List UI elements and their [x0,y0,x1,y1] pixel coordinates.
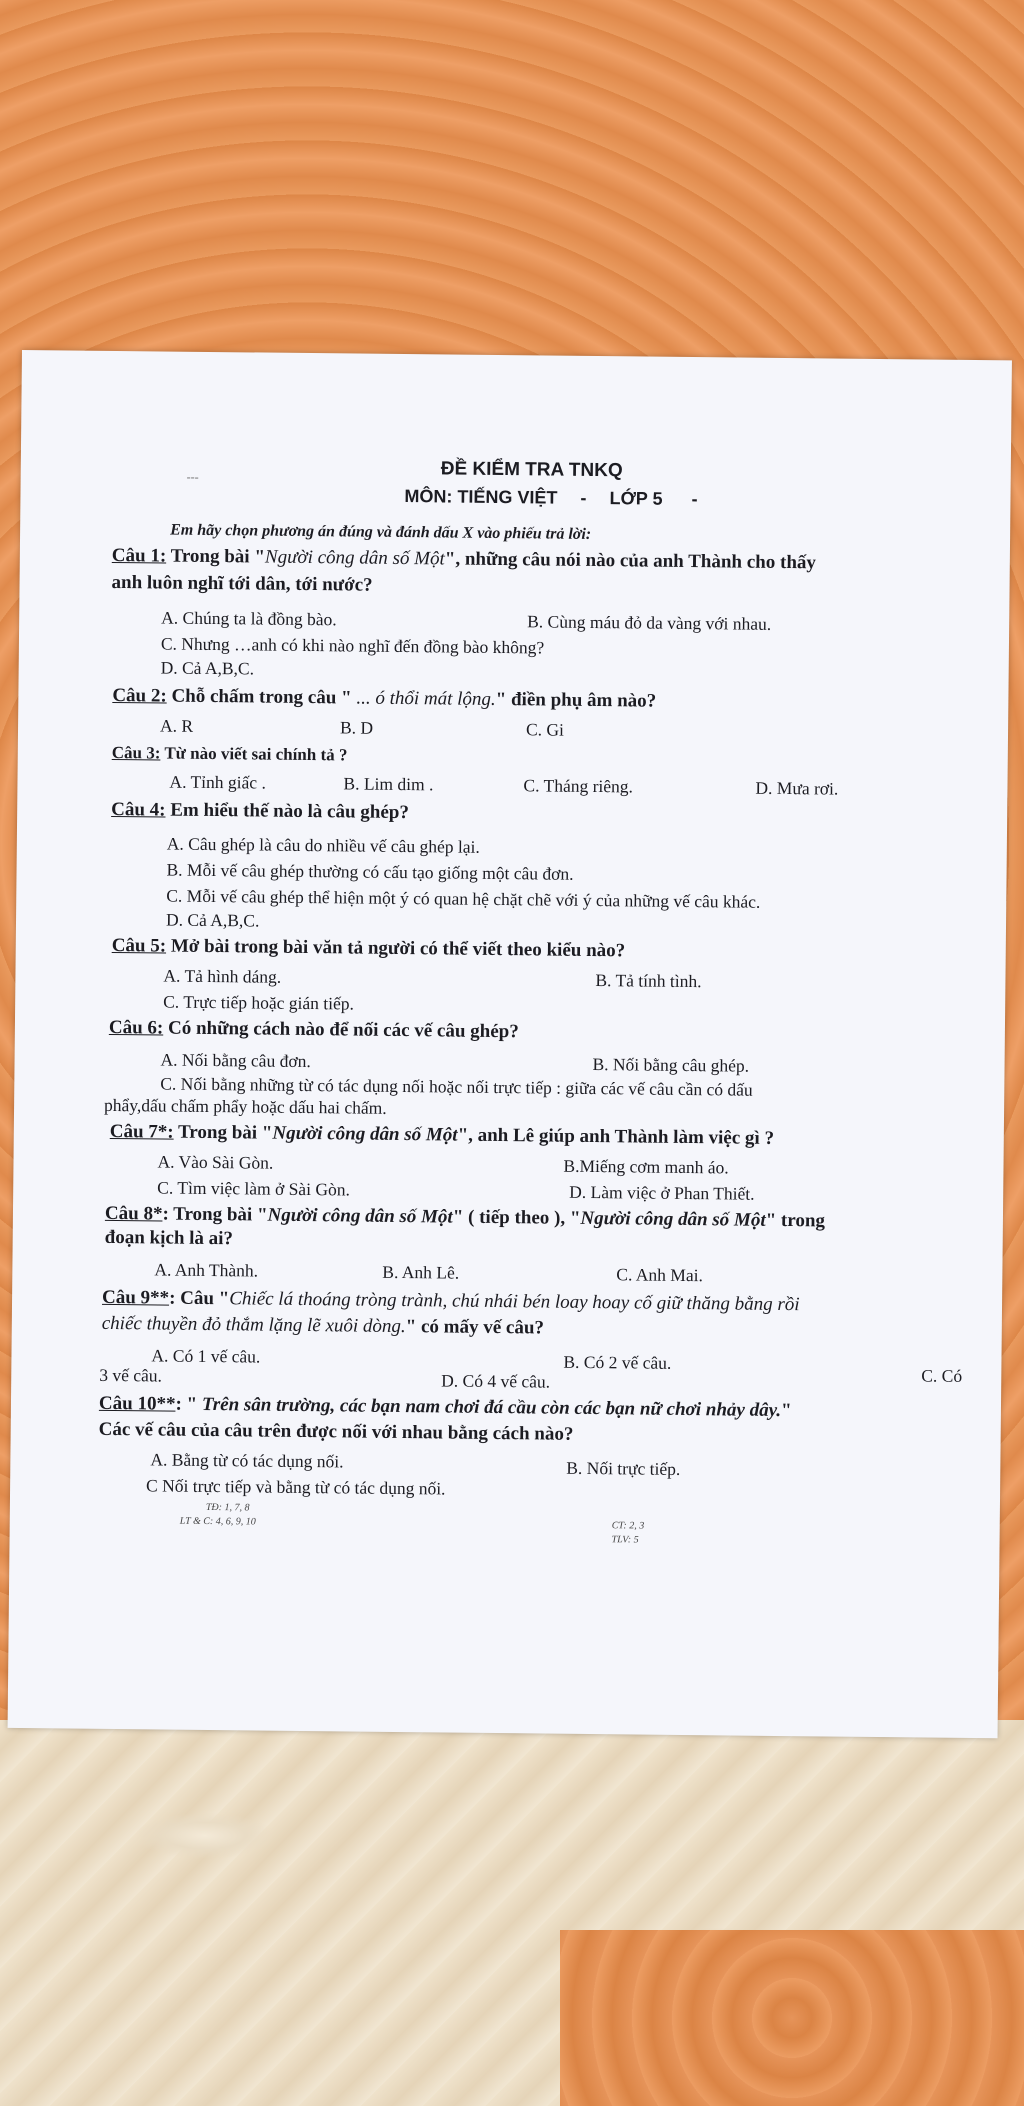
option: B. Lim dim . [343,773,434,795]
question-number: Câu 7*: [109,1120,174,1143]
question-title: Người công dân số Một [272,1122,458,1146]
question-quote: Chiếc lá thoáng tròng trành, chú nhái bén loay hoay cố giữ thăng bằng rồi [229,1288,800,1316]
option: B. Cùng máu đỏ da vàng với nhau. [527,611,772,634]
option: D. Cả A,B,C. [160,657,255,679]
question-4 [111,799,409,824]
question-text: Mở bài trong bài văn tả người có thể viết theo kiểu nào? [166,935,626,962]
question-quote: ... ó thổi mát lộng. [356,687,496,710]
question-1 [112,545,816,574]
question-5 [112,935,626,962]
question-number: Câu 8* [104,1202,163,1225]
question-text: Từ nào viết sai chính tả ? [160,743,348,765]
left-mark: --- [186,469,199,484]
option: B.Miếng cơm manh áo. [563,1155,729,1178]
question-text: : Câu " [169,1287,230,1310]
exam-paper [8,350,1012,1738]
question-9-line-2 [102,1313,544,1340]
question-text: Trong bài " [166,545,266,568]
option-continued: 3 vế câu. [99,1364,163,1386]
question-text: Em hiểu thế nào là câu ghép? [165,799,410,824]
option: D. Có 4 vế câu. [441,1370,551,1392]
question-text: " [780,1400,792,1422]
question-7 [110,1121,774,1150]
option: C. Gi [525,719,565,740]
exam-title: ĐỀ KIỂM TRA TNKQ [440,458,623,482]
subject: MÔN: TIẾNG VIỆT [404,486,558,508]
question-number: Câu 5: [111,934,167,957]
question-number: Câu 1: [111,544,167,567]
question-number: Câu 3: [111,742,161,763]
question-number: Câu 6: [108,1016,164,1039]
question-title: Người công dân số Một [580,1207,766,1231]
option: A. Tỉnh giấc . [169,771,266,793]
instruction: Em hãy chọn phương án đúng và đánh dấu X vào phiếu trả lời: [170,521,592,543]
option: D. Làm việc ở Phan Thiết. [569,1181,755,1204]
question-title: Người công dân số Một [264,546,445,570]
exam-subject-line [404,486,697,510]
grade: LỚP 5 [609,488,663,509]
question-text: " ( tiếp theo ), " [452,1206,581,1229]
option: A. Tả hình dáng. [163,965,282,987]
question-title: Người công dân số Một [267,1204,453,1228]
question-8-line-2: đoạn kịch là ai? [104,1226,234,1250]
question-10-line-2: Các vế câu của câu trên được nối với nhau bằng cách nào? [98,1418,574,1445]
option: C. Trực tiếp hoặc gián tiếp. [163,991,355,1014]
footnote-tlv: TLV: 5 [611,1534,639,1546]
option: C. Tìm việc làm ở Sài Gòn. [157,1177,351,1200]
question-text: : " [175,1393,203,1415]
question-quote: chiếc thuyền đỏ thắm lặng lẽ xuôi dòng. [101,1312,406,1338]
question-text: ", những câu nói nào của anh Thành cho thấy [444,548,817,574]
option: D. Cả A,B,C. [165,909,260,931]
option: B. D [339,717,374,738]
option-continued: phẩy,dấu chấm phẩy hoặc dấu hai chấm. [103,1094,387,1118]
option: B. Có 2 vế câu. [563,1351,672,1373]
option: C. Tháng riêng. [523,775,634,797]
option: C. Anh Mai. [616,1264,704,1286]
option: B. Nối trực tiếp. [566,1457,681,1479]
question-quote: Trên sân trường, các bạn nam chơi đá cầu còn các bạn nữ chơi nhảy dây. [201,1393,782,1422]
question-text: " trong [765,1209,826,1232]
question-6 [109,1017,519,1043]
option: A. Vào Sài Gòn. [157,1151,274,1173]
question-text: Trong bài " [173,1121,273,1144]
option: B. Nối bằng câu ghép. [592,1054,750,1076]
option: B. Anh Lê. [382,1261,460,1283]
question-3 [112,743,348,765]
question-number: Câu 4: [111,798,166,821]
option: A. Có 1 vế câu. [151,1345,261,1367]
question-number: Câu 2: [112,684,167,707]
footnote-lt: LT & C: 4, 6, 9, 10 [179,1515,256,1528]
option: C. Nhưng …anh có khi nào nghĩ đến đồng bào không? [160,633,545,658]
question-text: " có mấy vế câu? [405,1316,545,1339]
separator: - [580,487,587,508]
exam-content [8,350,1012,1738]
question-text: ", anh Lê giúp anh Thành làm việc gì ? [457,1124,775,1149]
option: C. Có [921,1365,963,1386]
option: A. Bằng từ có tác dụng nối. [150,1449,344,1472]
question-text: Chỗ chấm trong câu " [166,685,357,709]
option: C. Nối bằng những từ có tác dụng nối hoặc nối trực tiếp : giữa các vế câu cần có dấu [160,1073,753,1100]
option: C Nối trực tiếp và bằng từ có tác dụng nối. [146,1475,446,1499]
option: A. Anh Thành. [154,1259,259,1281]
question-text: " điền phụ âm nào? [495,688,657,712]
option: B. Mỗi vế câu ghép thường có cấu tạo giống một câu đơn. [166,859,574,884]
question-number: Câu 10** [98,1392,176,1415]
option: A. Nối bằng câu đơn. [160,1049,311,1072]
question-9 [102,1287,800,1316]
question-text: Có những cách nào để nối các vế câu ghép? [163,1017,519,1043]
option: A. R [159,715,194,736]
option: A. Câu ghép là câu do nhiều vế câu ghép lại. [166,833,480,857]
trailing-dot: - [691,489,698,510]
question-10 [99,1393,792,1422]
question-number: Câu 9** [101,1286,170,1309]
footnote-ct: CT: 2, 3 [611,1520,645,1532]
fabric-background-corner [560,1930,1024,2106]
option: A. Chúng ta là đồng bào. [161,607,337,630]
question-text: : Trong bài " [162,1203,268,1226]
footnote-td: TĐ: 1, 7, 8 [205,1501,250,1514]
question-2 [112,685,656,713]
option: D. Mưa rơi. [755,777,839,799]
option: C. Mỗi vế câu ghép thể hiện một ý có quan hệ chặt chẽ với ý của những vế câu khác. [166,885,761,912]
option: B. Tả tính tình. [595,970,702,992]
question-1-line-2: anh luôn nghĩ tới dân, tới nước? [111,571,373,596]
